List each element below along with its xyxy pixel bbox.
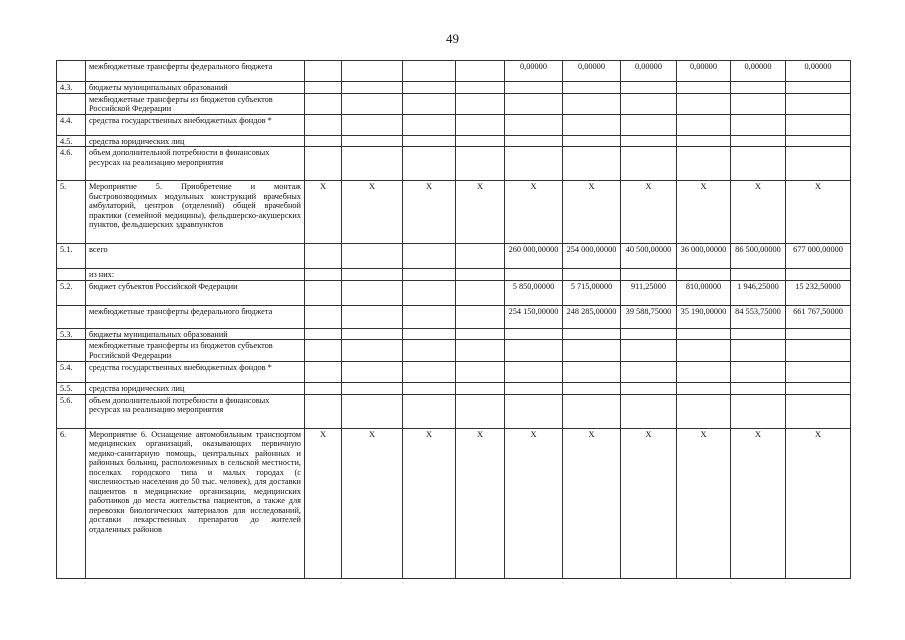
row-number: 4.3. — [57, 82, 86, 94]
table-row — [57, 135, 851, 147]
row-number: 5.2. — [57, 280, 86, 305]
row-description: Мероприятие 5. Приобретение и монтаж быстровозводимых модульных конструкций врачебных амбулаторий, центров (отделений) общей врачебной практики (семейной медицины), фельдшерско-акушерских пунктов, фельдшерских здравпунктов — [86, 181, 305, 244]
table-row — [57, 147, 851, 181]
value-cell — [731, 147, 786, 181]
value-cell: 911,25000 — [621, 280, 677, 305]
value-cell: 254 150,00000 — [505, 305, 563, 328]
x-mark-cell: X — [305, 428, 342, 578]
value-cell — [731, 328, 786, 340]
value-cell — [456, 61, 505, 82]
value-cell — [786, 147, 851, 181]
value-cell — [456, 340, 505, 362]
value-cell: 810,00000 — [677, 280, 731, 305]
value-cell — [731, 82, 786, 94]
table-row — [57, 269, 851, 281]
value-cell: 260 000,00000 — [505, 244, 563, 269]
value-cell — [786, 328, 851, 340]
value-cell — [621, 394, 677, 428]
table-row — [57, 340, 851, 362]
value-cell — [563, 340, 621, 362]
value-cell — [786, 135, 851, 147]
value-cell — [563, 114, 621, 135]
value-cell — [621, 328, 677, 340]
value-cell — [505, 114, 563, 135]
value-cell — [403, 383, 456, 395]
row-description: межбюджетные трансферты из бюджетов субъектов Российской Федерации — [86, 93, 305, 114]
value-cell — [342, 362, 403, 383]
row-number: 4.4. — [57, 114, 86, 135]
table-row — [57, 305, 851, 328]
value-cell — [505, 147, 563, 181]
value-cell — [305, 394, 342, 428]
value-cell — [731, 362, 786, 383]
table-row — [57, 181, 851, 244]
value-cell — [456, 362, 505, 383]
table-row — [57, 383, 851, 395]
value-cell — [456, 82, 505, 94]
x-mark-cell: X — [342, 181, 403, 244]
x-mark-cell: X — [731, 428, 786, 578]
value-cell — [305, 114, 342, 135]
value-cell: 254 000,00000 — [563, 244, 621, 269]
value-cell: 677 000,00000 — [786, 244, 851, 269]
value-cell — [505, 362, 563, 383]
value-cell: 15 232,50000 — [786, 280, 851, 305]
row-number: 6. — [57, 428, 86, 578]
value-cell — [505, 135, 563, 147]
x-mark-cell: X — [456, 181, 505, 244]
row-description: средства государственных внебюджетных фондов * — [86, 362, 305, 383]
value-cell: 0,00000 — [786, 61, 851, 82]
value-cell: 35 190,00000 — [677, 305, 731, 328]
row-number: 5.1. — [57, 244, 86, 269]
value-cell — [456, 280, 505, 305]
value-cell — [342, 269, 403, 281]
value-cell — [677, 82, 731, 94]
row-number — [57, 305, 86, 328]
row-number — [57, 93, 86, 114]
row-description: Мероприятие 6. Оснащение автомобильным транспортом медицинских организаций, оказывающих первичную медико-санитарную помощь, центральных районных и районных больниц, расположенных в сельской местности, поселках городского типа и малых городах (с численностью населения до 50 тыс. человек), для доставки пациентов в медицинские организации, медицинских работников до места жительства пациентов, а также для перевозки биологических материалов для исследований, доставки лекарственных препаратов до жителей отдаленных районов — [86, 428, 305, 578]
row-number: 5.5. — [57, 383, 86, 395]
row-number — [57, 269, 86, 281]
value-cell: 84 553,75000 — [731, 305, 786, 328]
value-cell — [563, 82, 621, 94]
value-cell — [342, 394, 403, 428]
value-cell — [342, 280, 403, 305]
value-cell — [505, 383, 563, 395]
value-cell — [731, 383, 786, 395]
row-description: межбюджетные трансферты федерального бюджета — [86, 61, 305, 82]
value-cell — [563, 383, 621, 395]
value-cell — [786, 340, 851, 362]
value-cell — [403, 244, 456, 269]
table-row — [57, 328, 851, 340]
value-cell — [563, 328, 621, 340]
value-cell — [456, 305, 505, 328]
row-description: межбюджетные трансферты из бюджетов субъектов Российской Федерации — [86, 340, 305, 362]
value-cell — [403, 135, 456, 147]
value-cell — [621, 114, 677, 135]
row-description: средства юридических лиц — [86, 383, 305, 395]
value-cell — [677, 114, 731, 135]
value-cell — [677, 269, 731, 281]
value-cell — [731, 114, 786, 135]
value-cell — [731, 340, 786, 362]
value-cell: 0,00000 — [677, 61, 731, 82]
value-cell — [621, 269, 677, 281]
value-cell — [731, 394, 786, 428]
x-mark-cell: X — [621, 181, 677, 244]
value-cell — [305, 340, 342, 362]
value-cell: 0,00000 — [563, 61, 621, 82]
value-cell — [403, 61, 456, 82]
row-description: всего — [86, 244, 305, 269]
x-mark-cell: X — [786, 428, 851, 578]
value-cell — [677, 394, 731, 428]
value-cell — [621, 340, 677, 362]
value-cell — [403, 305, 456, 328]
value-cell — [305, 362, 342, 383]
value-cell — [786, 394, 851, 428]
row-number: 4.5. — [57, 135, 86, 147]
row-number: 5. — [57, 181, 86, 244]
value-cell — [677, 93, 731, 114]
row-description: межбюджетные трансферты федерального бюджета — [86, 305, 305, 328]
x-mark-cell: X — [342, 428, 403, 578]
value-cell — [621, 93, 677, 114]
value-cell — [505, 394, 563, 428]
value-cell: 661 767,50000 — [786, 305, 851, 328]
x-mark-cell: X — [786, 181, 851, 244]
budget-table — [56, 60, 851, 579]
value-cell — [786, 82, 851, 94]
x-mark-cell: X — [563, 428, 621, 578]
value-cell: 39 588,75000 — [621, 305, 677, 328]
row-description: бюджеты муниципальных образований — [86, 82, 305, 94]
value-cell — [563, 147, 621, 181]
value-cell — [403, 340, 456, 362]
value-cell — [342, 135, 403, 147]
x-mark-cell: X — [305, 181, 342, 244]
value-cell: 40 500,00000 — [621, 244, 677, 269]
value-cell — [677, 135, 731, 147]
value-cell — [342, 305, 403, 328]
value-cell — [403, 328, 456, 340]
value-cell — [403, 93, 456, 114]
value-cell — [403, 269, 456, 281]
table-row — [57, 394, 851, 428]
value-cell — [403, 147, 456, 181]
row-number: 5.3. — [57, 328, 86, 340]
x-mark-cell: X — [677, 428, 731, 578]
value-cell — [456, 328, 505, 340]
value-cell: 0,00000 — [505, 61, 563, 82]
page-number: 49 — [446, 31, 459, 46]
value-cell: 248 285,00000 — [563, 305, 621, 328]
x-mark-cell: X — [505, 428, 563, 578]
value-cell — [731, 93, 786, 114]
value-cell — [305, 147, 342, 181]
value-cell: 5 850,00000 — [505, 280, 563, 305]
row-number — [57, 61, 86, 82]
row-number — [57, 340, 86, 362]
row-description: бюджеты муниципальных образований — [86, 328, 305, 340]
value-cell — [305, 269, 342, 281]
table-row — [57, 93, 851, 114]
value-cell — [456, 135, 505, 147]
value-cell — [456, 114, 505, 135]
value-cell — [403, 82, 456, 94]
value-cell — [305, 93, 342, 114]
value-cell — [786, 93, 851, 114]
table-row — [57, 82, 851, 94]
value-cell — [563, 362, 621, 383]
row-description: средства юридических лиц — [86, 135, 305, 147]
value-cell — [305, 280, 342, 305]
value-cell — [305, 383, 342, 395]
value-cell: 1 946,25000 — [731, 280, 786, 305]
x-mark-cell: X — [456, 428, 505, 578]
value-cell — [305, 61, 342, 82]
row-number: 5.6. — [57, 394, 86, 428]
row-description: бюджет субъектов Российской Федерации — [86, 280, 305, 305]
value-cell — [456, 269, 505, 281]
value-cell — [677, 383, 731, 395]
value-cell — [342, 147, 403, 181]
value-cell: 5 715,00000 — [563, 280, 621, 305]
value-cell: 0,00000 — [731, 61, 786, 82]
value-cell — [342, 114, 403, 135]
value-cell — [505, 82, 563, 94]
row-description: объем дополнительной потребности в финансовых ресурсах на реализацию мероприятия — [86, 147, 305, 181]
value-cell — [677, 340, 731, 362]
value-cell — [456, 244, 505, 269]
value-cell — [731, 135, 786, 147]
x-mark-cell: X — [505, 181, 563, 244]
value-cell — [677, 328, 731, 340]
row-description: средства государственных внебюджетных фондов * — [86, 114, 305, 135]
value-cell — [342, 61, 403, 82]
value-cell — [342, 340, 403, 362]
value-cell — [403, 280, 456, 305]
table-row — [57, 280, 851, 305]
value-cell — [621, 147, 677, 181]
value-cell — [786, 114, 851, 135]
value-cell — [505, 269, 563, 281]
x-mark-cell: X — [621, 428, 677, 578]
value-cell — [621, 135, 677, 147]
x-mark-cell: X — [677, 181, 731, 244]
value-cell — [505, 340, 563, 362]
row-number: 4.6. — [57, 147, 86, 181]
table-row — [57, 362, 851, 383]
value-cell — [505, 328, 563, 340]
value-cell — [305, 305, 342, 328]
value-cell — [456, 93, 505, 114]
value-cell — [621, 362, 677, 383]
value-cell — [786, 362, 851, 383]
value-cell — [403, 362, 456, 383]
row-description: объем дополнительной потребности в финансовых ресурсах на реализацию мероприятия — [86, 394, 305, 428]
table-row — [57, 114, 851, 135]
row-number: 5.4. — [57, 362, 86, 383]
value-cell — [563, 93, 621, 114]
value-cell — [786, 383, 851, 395]
value-cell — [403, 114, 456, 135]
value-cell — [305, 244, 342, 269]
value-cell — [621, 383, 677, 395]
x-mark-cell: X — [731, 181, 786, 244]
table-row — [57, 428, 851, 578]
value-cell — [456, 383, 505, 395]
value-cell — [403, 394, 456, 428]
x-mark-cell: X — [403, 428, 456, 578]
value-cell — [731, 269, 786, 281]
value-cell — [342, 93, 403, 114]
value-cell — [342, 383, 403, 395]
value-cell — [563, 135, 621, 147]
value-cell — [677, 147, 731, 181]
value-cell: 36 000,00000 — [677, 244, 731, 269]
table-row — [57, 244, 851, 269]
value-cell — [563, 269, 621, 281]
value-cell — [786, 269, 851, 281]
value-cell — [677, 362, 731, 383]
value-cell — [621, 82, 677, 94]
value-cell — [342, 328, 403, 340]
value-cell — [342, 244, 403, 269]
value-cell — [456, 147, 505, 181]
value-cell — [305, 135, 342, 147]
value-cell — [505, 93, 563, 114]
x-mark-cell: X — [403, 181, 456, 244]
value-cell — [563, 394, 621, 428]
value-cell: 86 500,00000 — [731, 244, 786, 269]
value-cell — [342, 82, 403, 94]
table-row — [57, 61, 851, 82]
value-cell — [456, 394, 505, 428]
value-cell — [305, 328, 342, 340]
value-cell: 0,00000 — [621, 61, 677, 82]
value-cell — [305, 82, 342, 94]
row-description: из них: — [86, 269, 305, 281]
x-mark-cell: X — [563, 181, 621, 244]
